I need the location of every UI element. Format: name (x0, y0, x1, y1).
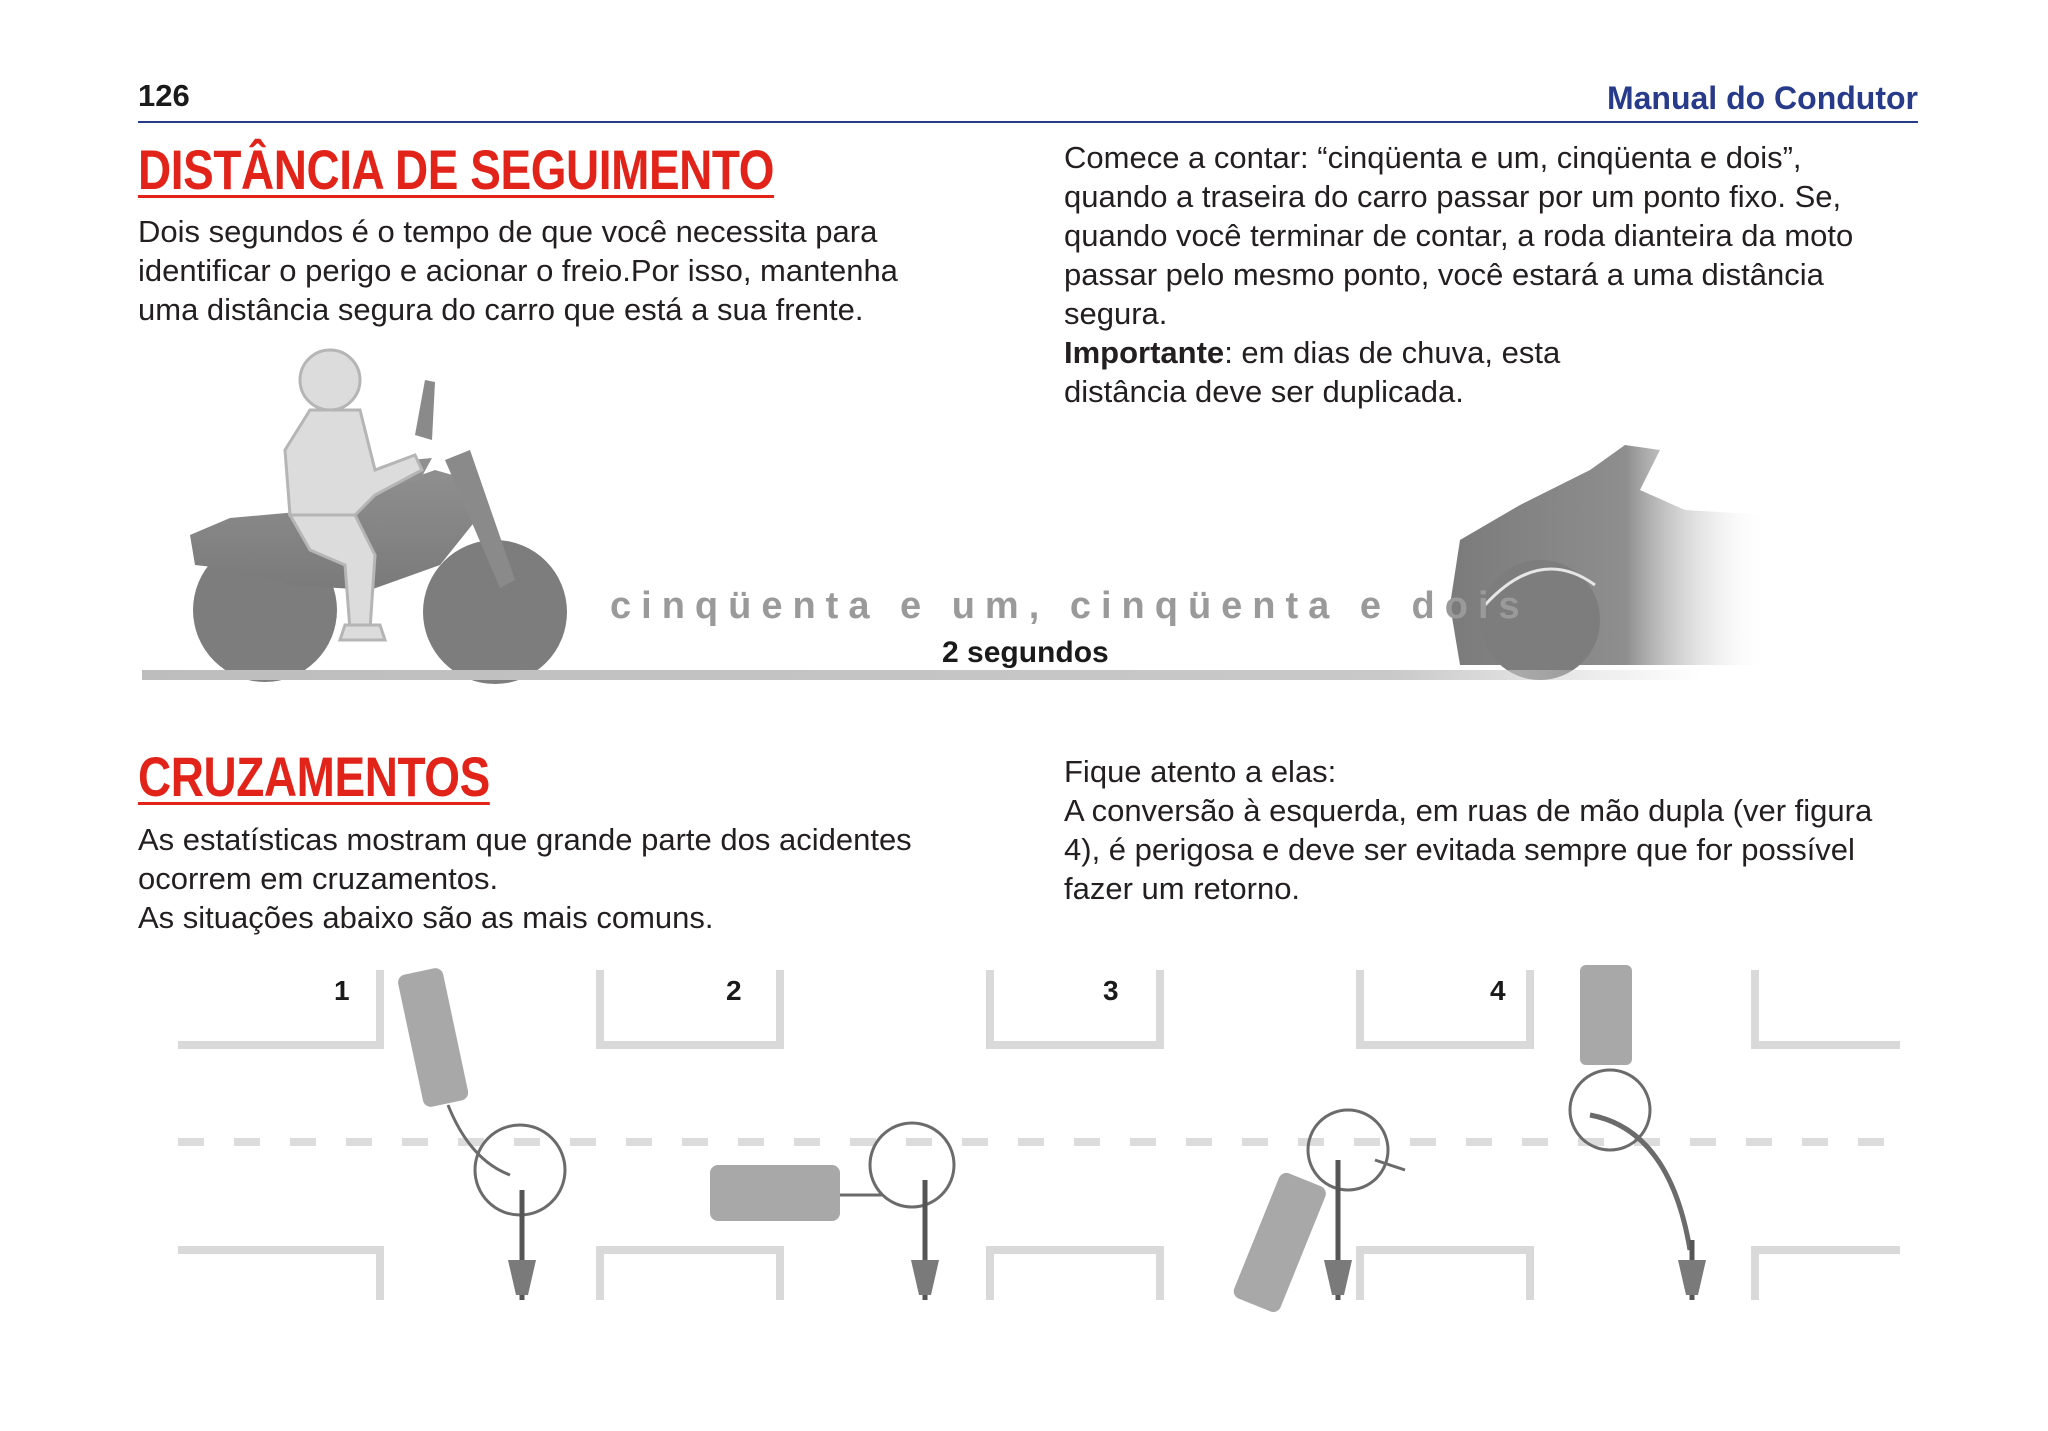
motorcycle-illustration (170, 340, 590, 685)
important-note-line2: distância deve ser duplicada. (1064, 374, 1464, 409)
intersections-intro (138, 820, 912, 937)
intro-line: ocorrem em cruzamentos. (138, 861, 499, 896)
manual-title: Manual do Condutor (1606, 80, 1918, 116)
instruction-line: Comece a contar: “cinqüenta e um, cinqüenta e dois”, (1064, 140, 1802, 175)
warning-line: 4), é perigosa e deve ser evitada sempre que for possível (1064, 832, 1855, 867)
instruction-line: segura. (1064, 296, 1168, 331)
instruction-line: quando você terminar de contar, a roda dianteira da moto (1064, 218, 1854, 253)
left-turn-warning (1064, 752, 1872, 908)
warning-line: A conversão à esquerda, em ruas de mão dupla (ver figura (1064, 793, 1873, 828)
figure-label-3: 3 (1103, 975, 1119, 1006)
intro-line: As estatísticas mostram que grande parte dos acidentes (138, 822, 912, 857)
warning-line: Fique atento a elas: (1064, 754, 1337, 789)
instruction-line: passar pelo mesmo ponto, você estará a uma distância (1064, 257, 1824, 292)
intro-line: As situações abaixo são as mais comuns. (138, 900, 714, 935)
warning-line: fazer um retorno. (1064, 871, 1301, 906)
intro-line: identificar o perigo e acionar o freio.Por isso, mantenha (138, 253, 898, 288)
figure-label-2: 2 (726, 975, 742, 1006)
figure-label-4: 4 (1490, 975, 1506, 1006)
section-title-following-distance: DISTÂNCIA DE SEGUIMENTO (138, 138, 775, 201)
section-title-intersections: CRUZAMENTOS (138, 745, 490, 808)
important-text: : em dias de chuva, esta (1224, 335, 1561, 370)
counting-instructions (1064, 138, 1853, 411)
important-note (1064, 333, 1853, 372)
intersection-diagrams (170, 960, 1910, 1320)
page-number: 126 (138, 78, 190, 113)
intro-line: uma distância segura do carro que está a sua frente. (138, 292, 864, 327)
instruction-line: quando a traseira do carro passar por um ponto fixo. Se, (1064, 179, 1842, 214)
intro-line: Dois segundos é o tempo de que você necessita para (138, 214, 878, 249)
counting-phrase: cinqüenta e um, cinqüenta e dois (610, 585, 1530, 627)
following-distance-intro (138, 212, 898, 329)
important-label: Importante (1064, 335, 1225, 370)
header-divider (138, 121, 1918, 123)
road-line (142, 670, 1702, 680)
two-seconds-label: 2 segundos (942, 636, 1109, 669)
figure-label-1: 1 (334, 975, 350, 1006)
car-illustration (1450, 445, 1770, 685)
